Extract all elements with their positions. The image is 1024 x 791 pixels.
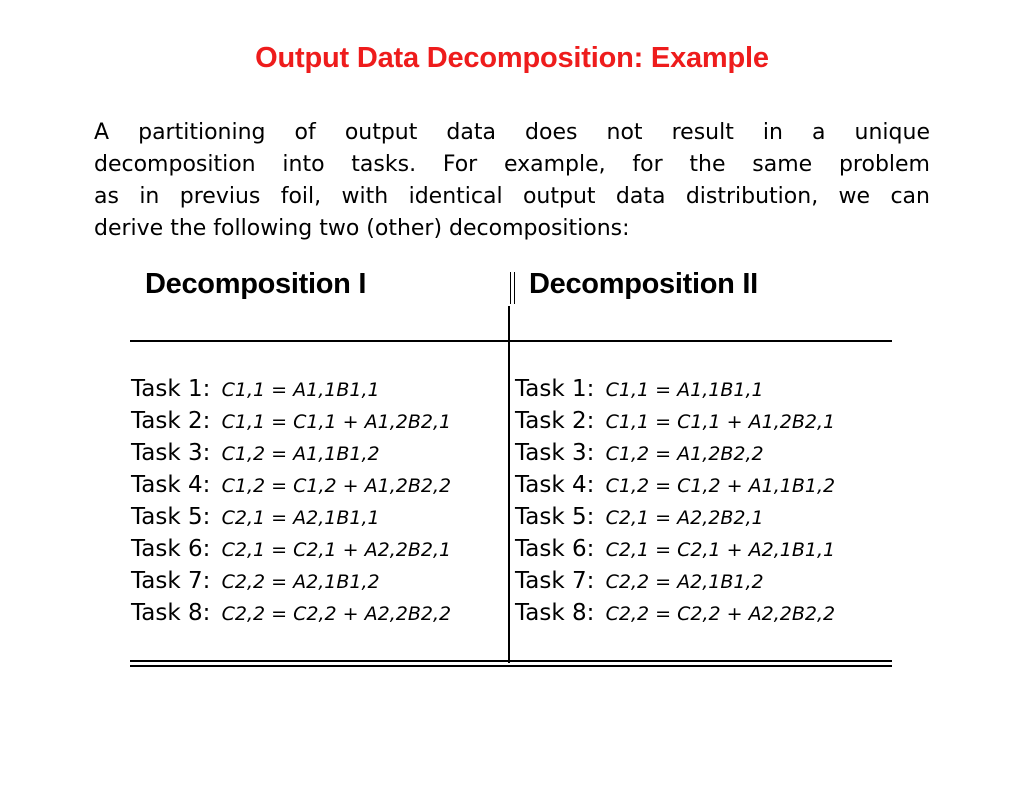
task-label: Task 6: [131, 536, 211, 562]
table-bottom-rule [130, 660, 892, 662]
task-label: Task 8: [515, 600, 595, 626]
task-row [131, 565, 451, 597]
task-row [131, 469, 451, 501]
intro-paragraph [94, 117, 930, 245]
task-expression: C2,1 = C2,1 + A2,2B2,1 [221, 539, 452, 561]
decomposition-1-task-list [131, 373, 451, 629]
slide-title: Output Data Decomposition: Example [255, 42, 769, 74]
task-label: Task 8: [131, 600, 211, 626]
task-label: Task 4: [131, 472, 211, 498]
task-label: Task 3: [515, 440, 595, 466]
intro-line: A partitioning of output data does not result in a unique [94, 120, 930, 145]
task-label: Task 7: [131, 568, 211, 594]
task-expression: C1,2 = C1,2 + A1,1B1,2 [605, 475, 836, 497]
task-expression: C1,2 = A1,2B2,2 [605, 443, 764, 465]
decomposition-2-header: Decomposition II [529, 268, 758, 300]
task-expression: C1,1 = C1,1 + A1,2B2,1 [221, 411, 452, 433]
task-label: Task 4: [515, 472, 595, 498]
intro-line: as in previus foil, with identical output data distribution, we can [94, 184, 930, 209]
task-expression: C1,1 = C1,1 + A1,2B2,1 [605, 411, 836, 433]
task-row [515, 597, 835, 629]
task-row [515, 437, 835, 469]
task-row [515, 373, 835, 405]
task-label: Task 1: [131, 376, 211, 402]
task-expression: C1,2 = A1,1B1,2 [221, 443, 380, 465]
task-row [131, 373, 451, 405]
table-bottom-rule-double [130, 665, 892, 667]
task-row [131, 437, 451, 469]
task-label: Task 5: [515, 504, 595, 530]
task-expression: C2,1 = A2,2B2,1 [605, 507, 764, 529]
task-expression: C2,2 = A2,1B1,2 [221, 571, 380, 593]
task-expression: C1,1 = A1,1B1,1 [221, 379, 380, 401]
task-row [515, 469, 835, 501]
header-double-divider [510, 272, 515, 304]
task-label: Task 2: [131, 408, 211, 434]
task-expression: C2,2 = C2,2 + A2,2B2,2 [605, 603, 836, 625]
table-top-rule [130, 340, 892, 342]
task-row [131, 597, 451, 629]
task-expression: C1,2 = C1,2 + A1,2B2,2 [221, 475, 452, 497]
task-row [515, 501, 835, 533]
decomposition-2-task-list [515, 373, 835, 629]
task-expression: C2,1 = C2,1 + A2,1B1,1 [605, 539, 836, 561]
decomposition-1-header: Decomposition I [145, 268, 367, 300]
task-expression: C2,2 = C2,2 + A2,2B2,2 [221, 603, 452, 625]
task-label: Task 3: [131, 440, 211, 466]
column-divider [508, 306, 510, 663]
task-row [131, 405, 451, 437]
task-label: Task 7: [515, 568, 595, 594]
intro-line: decomposition into tasks. For example, for the same problem [94, 152, 930, 177]
task-expression: C1,1 = A1,1B1,1 [605, 379, 764, 401]
task-expression: C2,1 = A2,1B1,1 [221, 507, 380, 529]
task-label: Task 1: [515, 376, 595, 402]
task-row [131, 533, 451, 565]
task-label: Task 5: [131, 504, 211, 530]
intro-line: derive the following two (other) decompositions: [94, 216, 630, 241]
task-label: Task 2: [515, 408, 595, 434]
task-row [131, 501, 451, 533]
task-expression: C2,2 = A2,1B1,2 [605, 571, 764, 593]
task-label: Task 6: [515, 536, 595, 562]
task-row [515, 533, 835, 565]
task-row [515, 565, 835, 597]
task-row [515, 405, 835, 437]
